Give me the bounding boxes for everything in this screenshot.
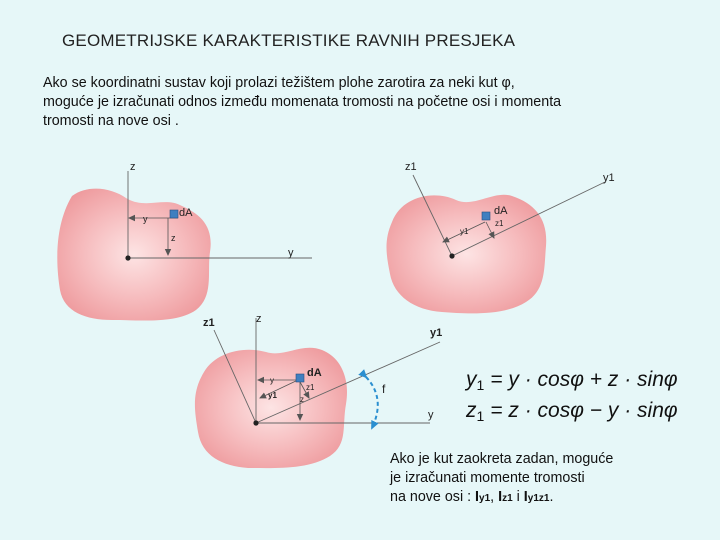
z1-small-label: z1 <box>495 219 504 228</box>
moment-iy1: I <box>475 489 480 505</box>
y1-axis-label: y1 <box>603 172 615 184</box>
z1-axis-label: z1 <box>203 317 215 329</box>
moment-iy1z1-sub: y1z1 <box>527 493 550 504</box>
conclusion-line-1: Ako je kut zaokreta zadan, moguće <box>390 451 614 467</box>
z-axis-label: z <box>256 313 262 325</box>
z-small-label: z <box>300 395 304 404</box>
conclusion-line-2: je izračunati momente tromosti <box>390 470 585 486</box>
formula-y1-lhs: y <box>466 368 477 391</box>
formula-z1-lhs: z <box>466 399 477 422</box>
y-axis-label: y <box>428 409 434 421</box>
figure-rotated-axes <box>387 161 615 313</box>
moment-iy1z1: I <box>523 489 528 505</box>
dA-label: dA <box>179 207 193 219</box>
page-title: GEOMETRIJSKE KARAKTERISTIKE RAVNIH PRESJEKA <box>62 31 516 50</box>
z-small-label: z <box>171 233 176 243</box>
moment-iy1-sub: y1 <box>479 493 491 504</box>
centroid-point <box>125 255 130 260</box>
y-axis-label: y <box>288 247 294 259</box>
figure-combined-axes <box>195 313 442 468</box>
conclusion-line-3 <box>390 488 690 508</box>
conclusion-line-3-prefix: na nove osi : <box>390 489 476 505</box>
dA-label: dA <box>494 205 508 217</box>
rotation-formulas <box>464 368 678 424</box>
figure-original-axes <box>57 161 312 321</box>
formula-z1-rhs: = z · cosφ − y · sinφ <box>490 399 678 422</box>
intro-line-2: moguće je izračunati odnos između momenata tromosti na početne osi i momenta <box>43 94 562 110</box>
formula-y1-rhs: = y · cosφ + z · sinφ <box>490 368 678 391</box>
intro-line-1-text: Ako se koordinatni sustav koji prolazi težištem plohe zarotira za neki kut <box>43 75 502 91</box>
cross-section-shape <box>387 195 547 314</box>
separator-comma: , <box>490 489 499 505</box>
formula-z1-lhs-sub: 1 <box>476 408 485 424</box>
rotation-angle-arrow <box>366 377 378 428</box>
centroid-point <box>449 253 454 258</box>
z1-axis-label: z1 <box>405 161 417 173</box>
conclusion-period: . <box>549 489 554 505</box>
y-small-label: y <box>270 376 274 385</box>
dA-label: dA <box>307 367 322 379</box>
intro-line-3: tromosti na nove osi . <box>43 113 179 129</box>
cross-section-shape <box>195 348 347 468</box>
f-angle-label: f <box>382 382 386 396</box>
y1-small-label: y1 <box>460 227 469 236</box>
formula-y1-lhs-sub: 1 <box>476 377 485 393</box>
z-axis-label: z <box>130 161 136 173</box>
moment-iz1: I <box>498 489 503 505</box>
separator-and: i <box>512 489 524 505</box>
intro-line-1-comma: , <box>510 75 515 91</box>
formula-z1 <box>465 399 678 424</box>
y1-small-label: y1 <box>268 391 277 400</box>
conclusion-paragraph <box>390 450 690 508</box>
centroid-point <box>253 420 258 425</box>
area-element-square <box>482 212 490 220</box>
y-small-label: y <box>143 214 148 224</box>
z1-small-label: z1 <box>306 383 315 392</box>
area-element-square <box>170 210 178 218</box>
phi-symbol: φ <box>501 75 511 91</box>
y1-axis-label: y1 <box>430 327 443 339</box>
moment-iz1-sub: z1 <box>502 493 513 504</box>
formula-y1 <box>464 368 678 393</box>
area-element-square <box>296 374 304 382</box>
